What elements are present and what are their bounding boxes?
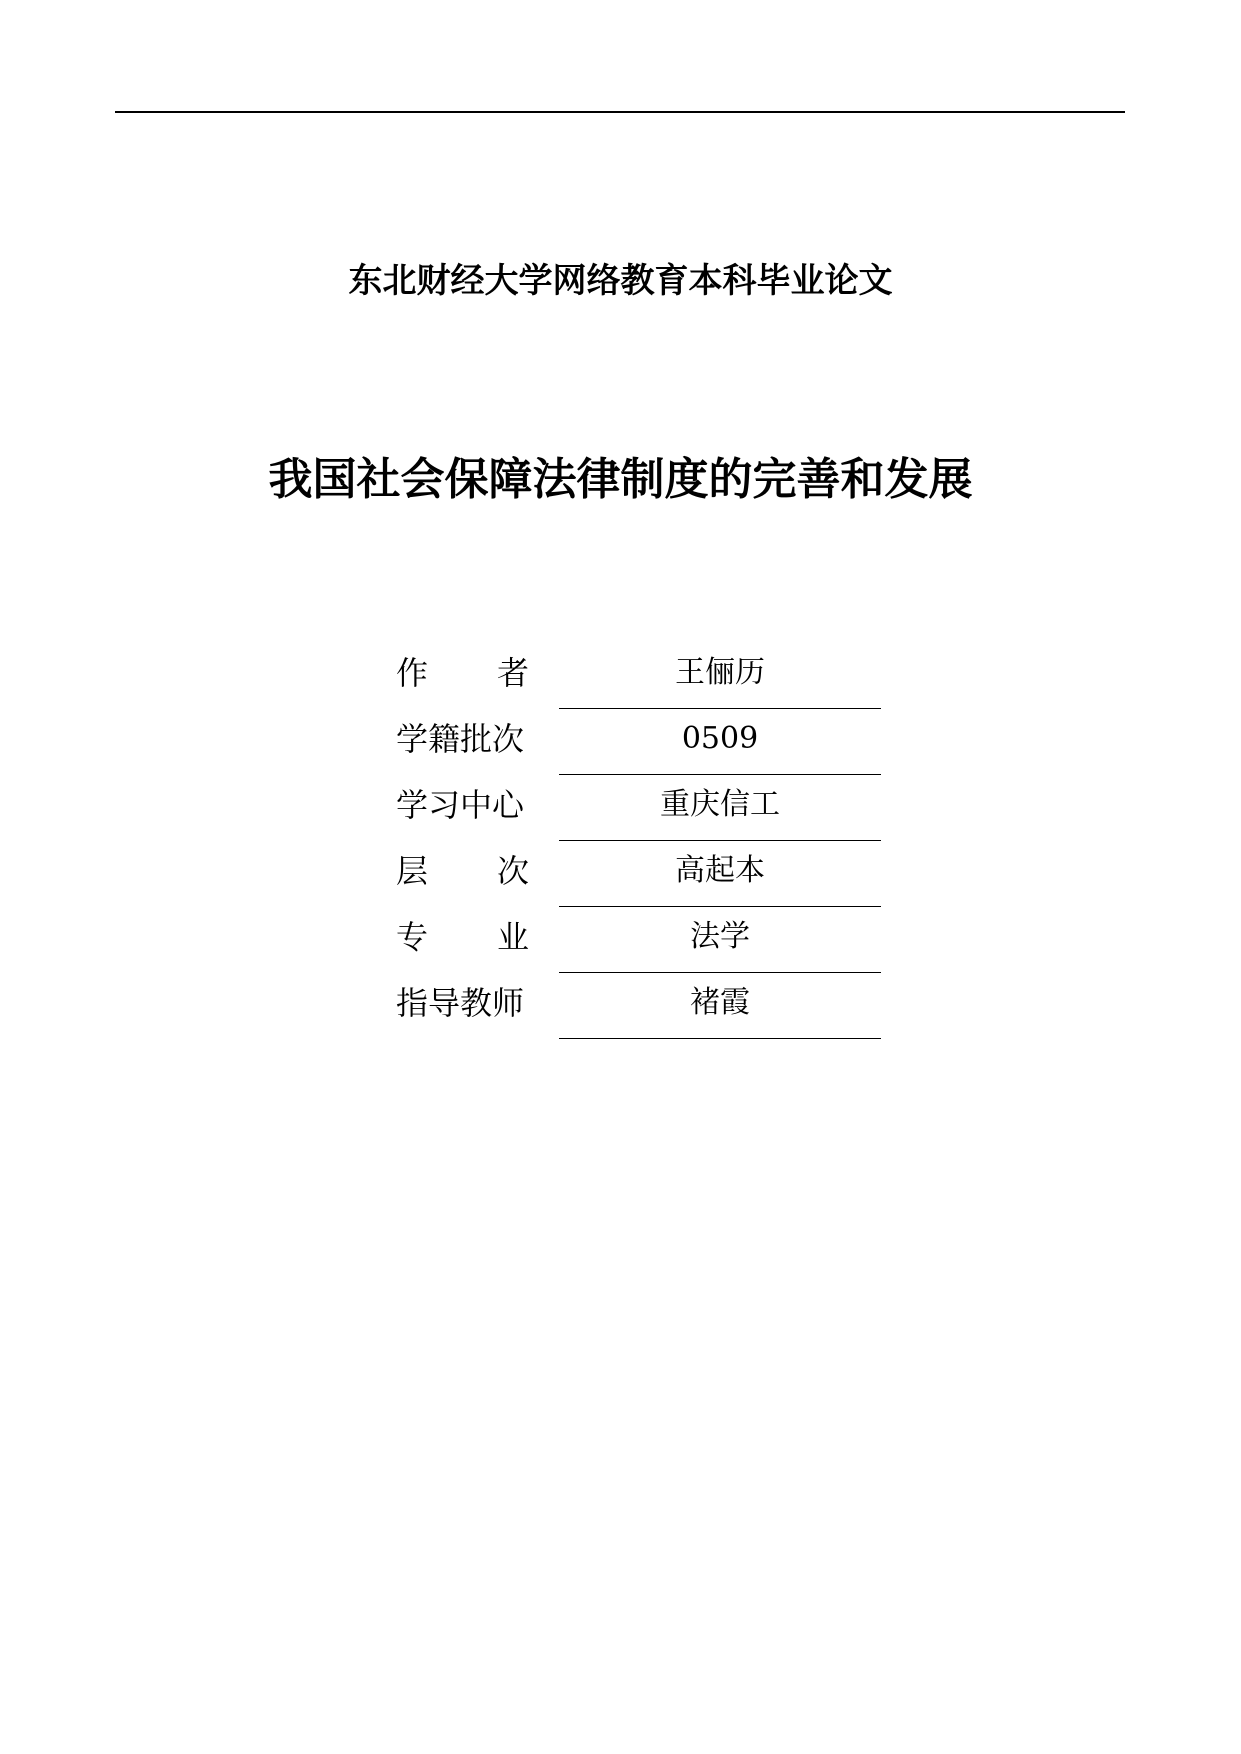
author-info-table <box>396 643 882 1039</box>
thesis-title: 我国社会保障法律制度的完善和发展 <box>268 454 973 505</box>
info-row-major <box>396 907 882 973</box>
info-label <box>396 907 529 973</box>
info-label <box>396 709 529 775</box>
info-label-part: 指导教师 <box>396 984 525 1022</box>
info-label-part: 作 <box>396 654 429 692</box>
info-value: 高起本 <box>559 841 881 907</box>
info-row-advisor <box>396 973 882 1039</box>
info-value: 法学 <box>559 907 881 973</box>
info-label <box>396 643 529 709</box>
info-label <box>396 973 529 1039</box>
info-label <box>396 841 529 907</box>
info-row-batch <box>396 709 882 775</box>
info-row-level <box>396 841 882 907</box>
info-label-part: 次 <box>496 852 529 890</box>
info-row-center <box>396 775 882 841</box>
info-label-part: 专 <box>396 918 429 956</box>
info-value: 王俪历 <box>559 643 881 709</box>
info-value: 0509 <box>559 709 881 775</box>
university-heading: 东北财经大学网络教育本科毕业论文 <box>348 261 893 301</box>
info-label-part: 学习中心 <box>396 786 525 824</box>
info-label <box>396 775 529 841</box>
info-label-part: 学籍批次 <box>396 720 525 758</box>
info-value: 褚霞 <box>559 973 881 1039</box>
header-rule <box>115 111 1125 113</box>
info-row-author <box>396 643 882 709</box>
info-label-part: 层 <box>396 852 429 890</box>
info-label-part: 业 <box>496 918 529 956</box>
info-value: 重庆信工 <box>559 775 881 841</box>
info-label-part: 者 <box>496 654 529 692</box>
